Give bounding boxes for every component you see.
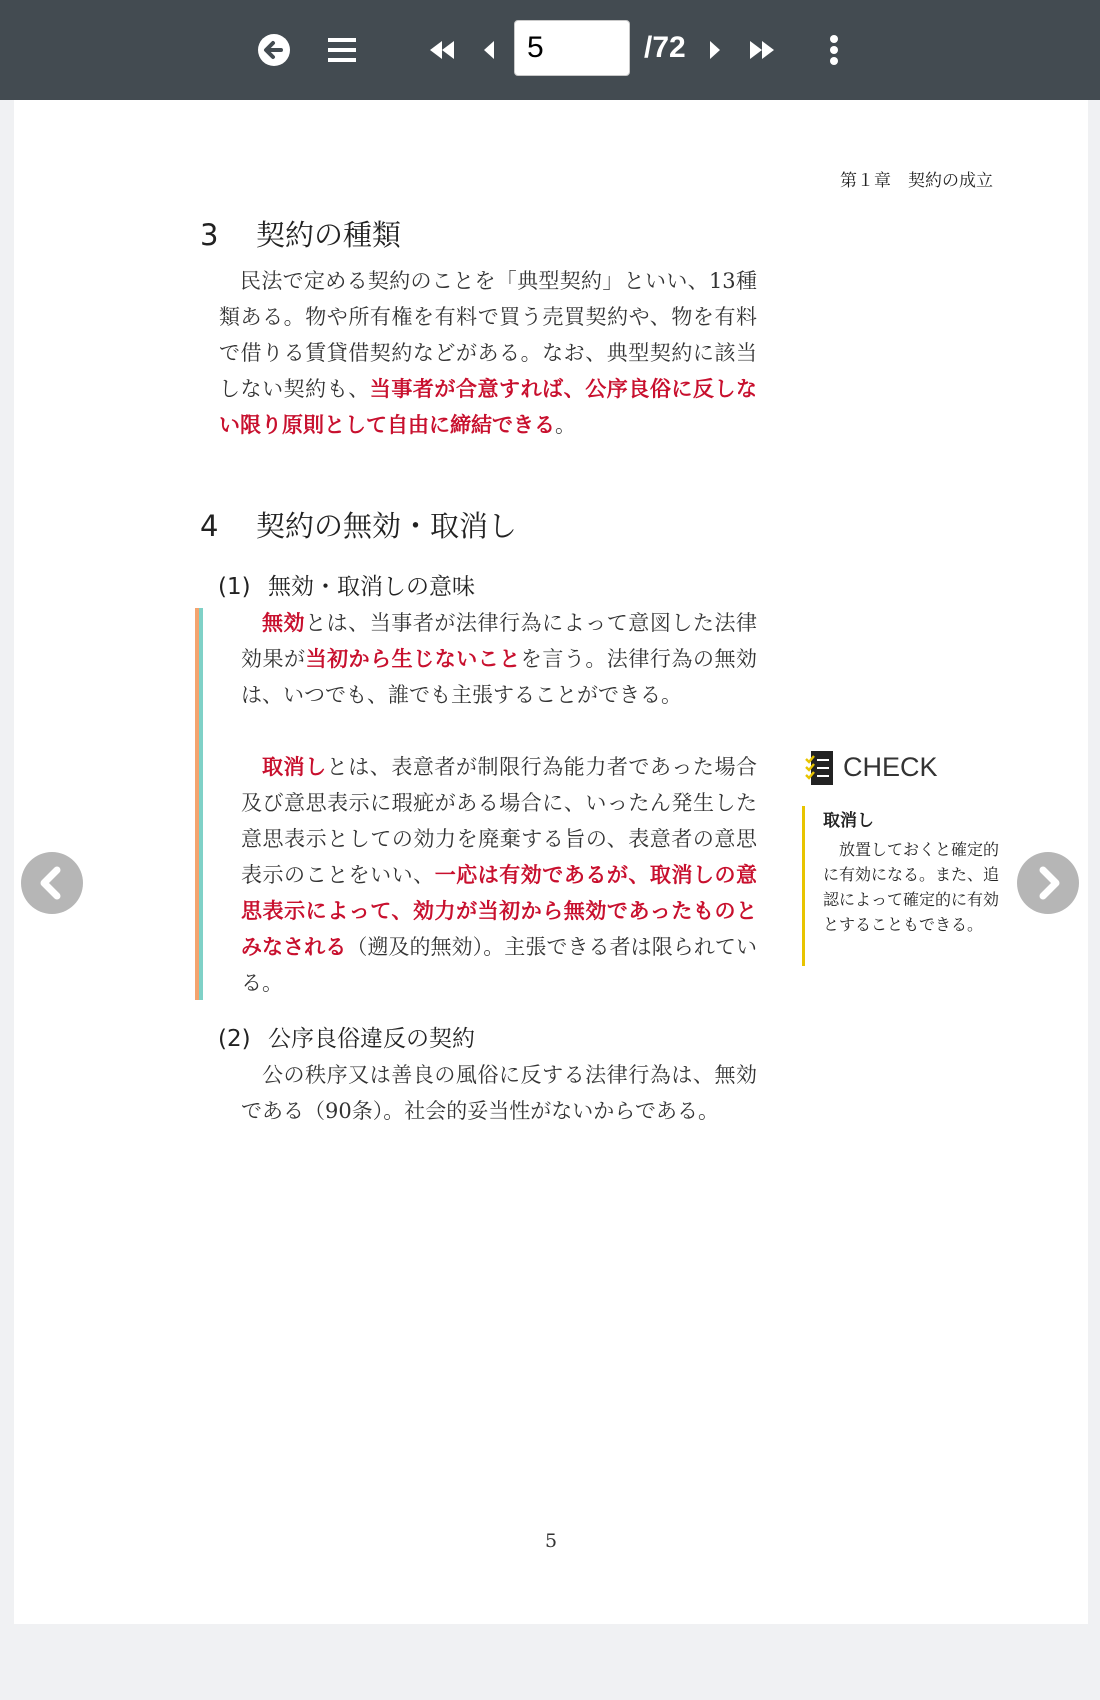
section-4-heading bbox=[200, 504, 517, 545]
subsection-1-number: (1) bbox=[218, 574, 251, 600]
check-label: CHECK bbox=[843, 752, 938, 782]
subsection-2-heading bbox=[218, 1020, 475, 1053]
double-chevron-right-icon bbox=[738, 26, 786, 74]
next-page-button[interactable] bbox=[690, 26, 738, 74]
subsection-2-number: (2) bbox=[218, 1026, 251, 1052]
first-page-button[interactable] bbox=[418, 26, 466, 74]
vertical-dots-icon bbox=[810, 26, 858, 74]
invalidity-paragraph bbox=[241, 605, 757, 713]
subsection-1-title: 無効・取消しの意味 bbox=[268, 574, 475, 600]
rescission-text-2: （遡及的無効）。主張できる者は限られている。 bbox=[241, 935, 757, 995]
check-text: 放置しておくと確定的に有効になる。また、追認によって確定的に有効とすることもできる。 bbox=[823, 840, 1000, 934]
invalid-highlight: 当初から生じないこと bbox=[305, 647, 521, 671]
last-page-button[interactable] bbox=[738, 26, 786, 74]
subsection-2-title: 公序良俗違反の契約 bbox=[268, 1026, 475, 1052]
prev-page-nav[interactable] bbox=[21, 852, 83, 914]
section-3-paragraph bbox=[219, 263, 757, 443]
viewer-toolbar bbox=[0, 0, 1100, 100]
section-3-heading bbox=[200, 213, 401, 254]
double-chevron-left-icon bbox=[418, 26, 466, 74]
back-button[interactable] bbox=[250, 26, 298, 74]
chevron-right-circle-icon bbox=[1017, 852, 1079, 914]
rescission-text-1: とは、表意者が制限行為能力者であった場合及び意思表示に瑕疵がある場合に、いったん発生した意思表示としての効力を廃棄する旨の、表意者の意思表示のことをいい、 bbox=[241, 755, 757, 887]
page-number: 5 bbox=[544, 1530, 558, 1552]
chevron-right-icon bbox=[690, 26, 738, 74]
section-3-highlight: 当事者が合意すれば、公序良俗に反しない限り原則として自由に締結できる bbox=[219, 377, 758, 437]
page-number-input[interactable] bbox=[514, 20, 630, 76]
menu-button[interactable] bbox=[318, 26, 366, 74]
check-term: 取消し bbox=[823, 811, 874, 831]
rescission-highlight: 一応は有効であるが、取消しの意思表示によって、効力が当初から無効であったものとみなされる bbox=[241, 863, 758, 959]
section-3-end: 。 bbox=[555, 413, 576, 437]
check-heading bbox=[805, 748, 955, 788]
section-3-title: 契約の種類 bbox=[256, 218, 402, 252]
section-3-text: 民法で定める契約のことを「典型契約」といい、13種類ある。物や所有権を有料で買う売買契約や、物を有料で借りる賃貸借契約などがある。なお、典型契約に該当しない契約も、 bbox=[219, 269, 757, 401]
next-page-nav[interactable] bbox=[1017, 852, 1079, 914]
invalid-text-1: とは、当事者が法律行為によって意図した法律効果が bbox=[241, 611, 758, 671]
invalid-text-2: を言う。法律行為の無効は、いつでも、誰でも主張することができる。 bbox=[241, 647, 758, 707]
prev-page-button[interactable] bbox=[466, 26, 514, 74]
public-order-paragraph: 公の秩序又は善良の風俗に反する法律行為は、無効である（90条）。社会的妥当性がないからである。 bbox=[241, 1063, 757, 1123]
term-invalid: 無効 bbox=[262, 611, 306, 635]
hamburger-icon bbox=[318, 26, 366, 74]
check-note bbox=[802, 806, 1002, 966]
rescission-paragraph bbox=[241, 749, 757, 1001]
arrow-left-circle-icon bbox=[250, 26, 298, 74]
running-head: 第１章 契約の成立 bbox=[840, 171, 993, 191]
checklist-icon bbox=[805, 751, 835, 785]
chevron-left-icon bbox=[466, 26, 514, 74]
subsection-1-heading bbox=[218, 568, 475, 601]
term-rescission: 取消し bbox=[262, 755, 327, 779]
page-total: /72 bbox=[644, 31, 686, 64]
highlight-sidebar bbox=[195, 608, 203, 1000]
section-4-title: 契約の無効・取消し bbox=[256, 509, 518, 543]
chevron-left-circle-icon bbox=[21, 852, 83, 914]
more-options-button[interactable] bbox=[810, 26, 858, 74]
section-3-number: 3 bbox=[200, 218, 219, 252]
section-4-number: 4 bbox=[200, 509, 219, 543]
document-page bbox=[14, 100, 1088, 1624]
